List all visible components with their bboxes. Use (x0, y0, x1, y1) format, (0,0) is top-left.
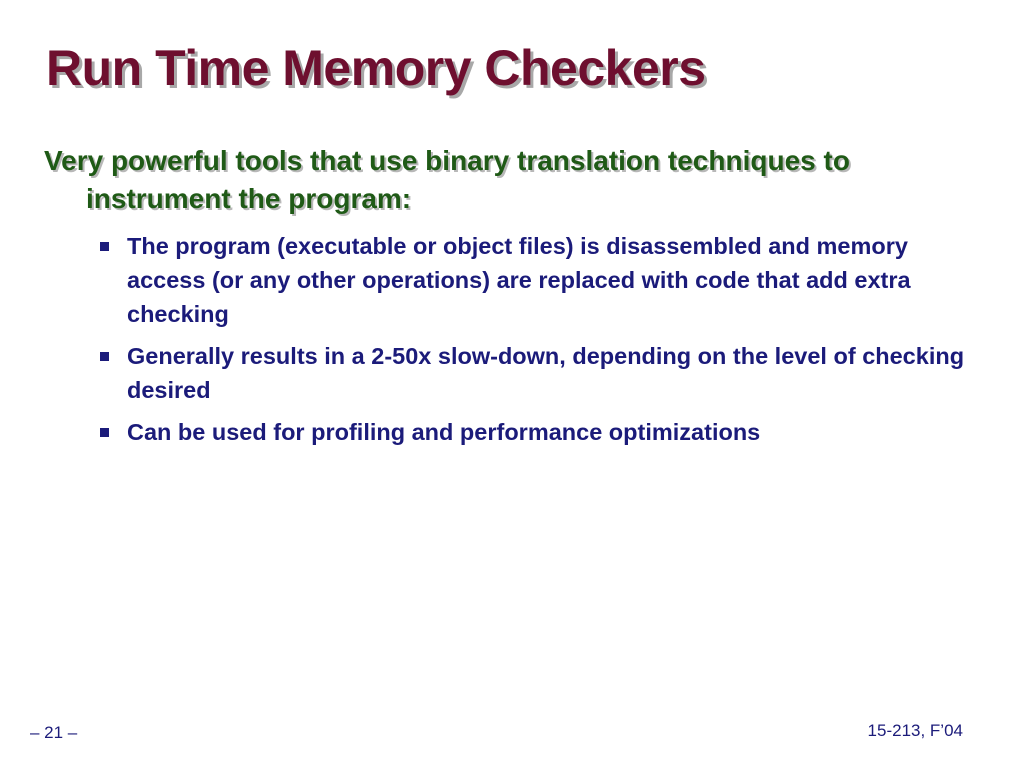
slide-title: Run Time Memory Checkers (46, 40, 706, 96)
intro-paragraph: Very powerful tools that use binary translation techniques to instrument the program: (44, 145, 850, 214)
bullet-item (100, 339, 980, 407)
square-bullet-icon (100, 428, 109, 437)
bullet-list (100, 229, 980, 457)
square-bullet-icon (100, 352, 109, 361)
course-label: 15-213, F’04 (867, 721, 963, 740)
square-bullet-icon (100, 242, 109, 251)
bullet-text: The program (executable or object files) is disassembled and memory access (or any other operations) are replaced with code that add extra checking (127, 233, 911, 327)
bullet-item (100, 415, 980, 449)
bullet-text: Generally results in a 2-50x slow-down, depending on the level of checking desired (127, 343, 965, 403)
bullet-text: Can be used for profiling and performance optimizations (127, 419, 761, 445)
bullet-item (100, 229, 980, 331)
page-number: – 21 – (30, 723, 78, 742)
